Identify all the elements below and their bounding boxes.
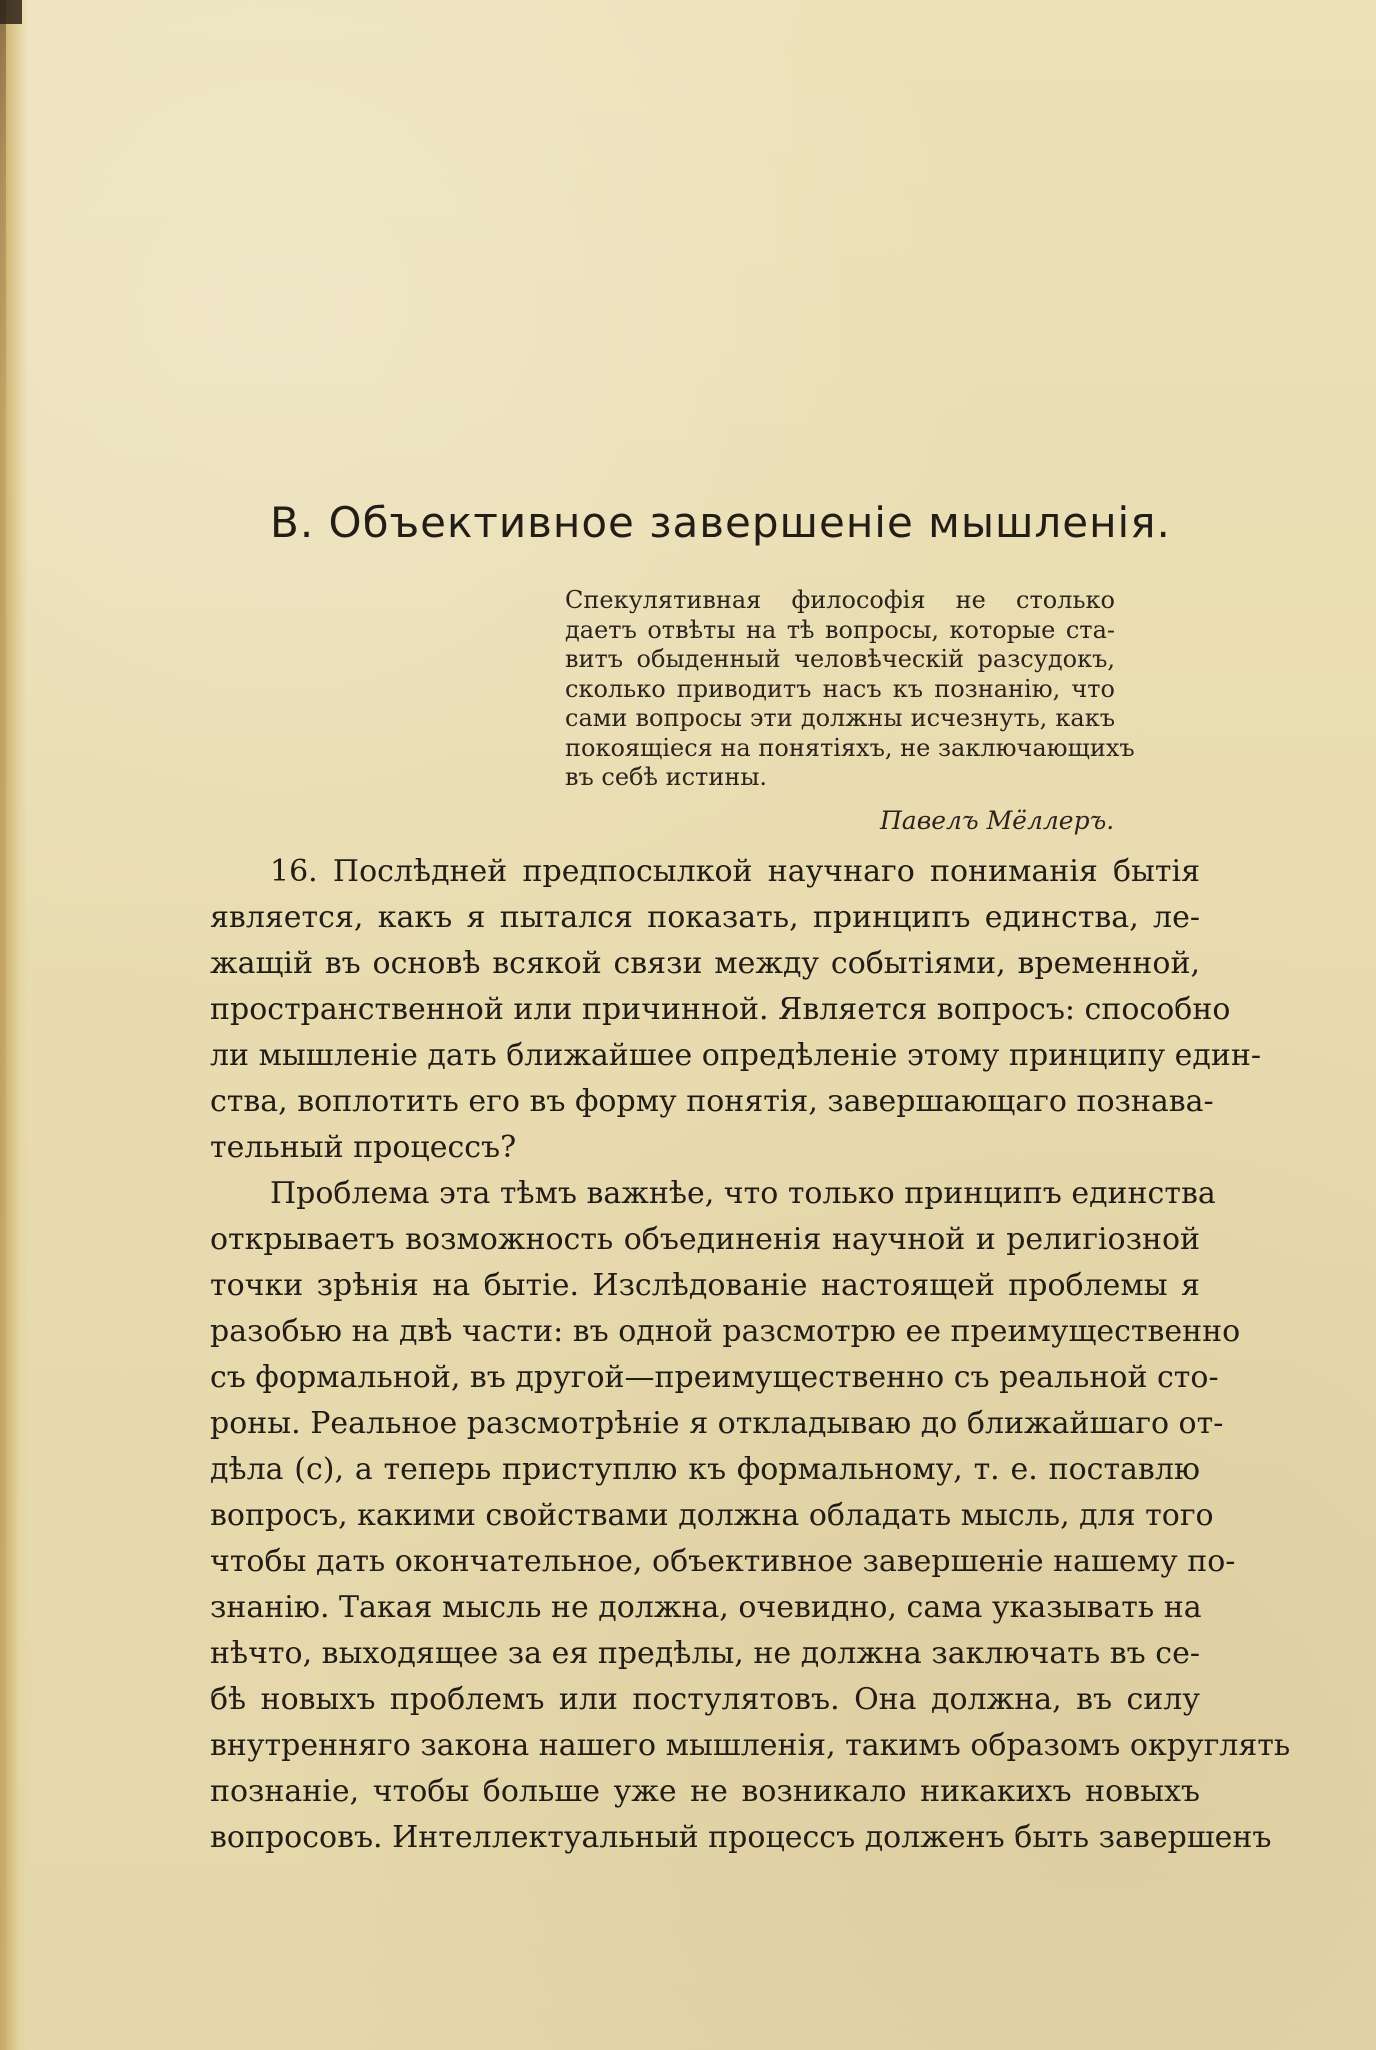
epigraph-line: сколько приводитъ насъ къ познанію, что: [565, 674, 1115, 703]
epigraph-line: Спекулятивная философія не столько: [565, 586, 1115, 614]
text-line: жащій въ основѣ всякой связи между событіями, временной,: [210, 946, 1200, 981]
text-line: пространственной или причинной. Является вопросъ: способно: [210, 992, 1231, 1027]
text-line: вопросовъ. Интеллектуальный процессъ долженъ быть завершенъ: [210, 1820, 1272, 1855]
epigraph: [565, 586, 1135, 793]
text-line: разобью на двѣ части: въ одной разсмотрю ее преимущественно: [210, 1314, 1241, 1349]
text-line: вопросъ, какими свойствами должна обладать мысль, для того: [210, 1498, 1214, 1533]
text-line: нѣчто, выходящее за ея предѣлы, не должна заключать въ се-: [210, 1636, 1200, 1671]
epigraph-line: сами вопросы эти должны исчезнуть, какъ: [565, 704, 1115, 732]
text-line: знанію. Такая мысль не должна, очевидно, сама указывать на: [210, 1590, 1202, 1625]
section-heading: B. Объективное завершеніе мышленія.: [270, 498, 1171, 547]
text-line: тельный процессъ?: [210, 1130, 517, 1165]
text-line: является, какъ я пытался показать, принципъ единства, ле-: [210, 900, 1200, 935]
epigraph-line: витъ обыденный человѣческій разсудокъ,: [565, 645, 1115, 673]
text-line: познаніе, чтобы больше уже не возникало никакихъ новыхъ: [210, 1774, 1200, 1809]
text-line: внутренняго закона нашего мышленія, такимъ образомъ округлять: [210, 1728, 1291, 1763]
text-line: открываетъ возможность объединенія научной и религіозной: [210, 1222, 1200, 1257]
main-text: [210, 849, 1291, 1861]
text-line: съ формальной, въ другой—преимущественно съ реальной сто-: [210, 1360, 1219, 1395]
text-line: ства, воплотить его въ форму понятія, завершающаго познава-: [210, 1084, 1214, 1119]
corner-mark: [0, 0, 22, 24]
text-line: точки зрѣнія на бытіе. Изслѣдованіе настоящей проблемы я: [210, 1268, 1200, 1303]
text-line: 16. Послѣдней предпосылкой научнаго пониманія бытія: [270, 854, 1200, 889]
text-line: Проблема эта тѣмъ важнѣе, что только принципъ единства: [270, 1176, 1216, 1211]
epigraph-author: Павелъ Мёллеръ.: [880, 806, 1115, 835]
text-line: ли мышленіе дать ближайшее опредѣленіе этому принципу един-: [210, 1038, 1261, 1073]
epigraph-line: покоящіеся на понятіяхъ, не заключающихъ: [565, 733, 1135, 762]
epigraph-line: въ себѣ истины.: [565, 763, 768, 791]
text-line: роны. Реальное разсмотрѣніе я откладываю до ближайшаго от-: [210, 1406, 1224, 1441]
page-left-edge: [0, 0, 28, 2050]
text-line: дѣла (с), а теперь приступлю къ формальному, т. е. поставлю: [210, 1452, 1200, 1487]
text-line: чтобы дать окончательное, объективное завершеніе нашему по-: [210, 1544, 1236, 1579]
epigraph-line: даетъ отвѣты на тѣ вопросы, которые ста-: [565, 615, 1115, 644]
text-line: бѣ новыхъ проблемъ или постулятовъ. Она должна, въ силу: [210, 1682, 1200, 1717]
